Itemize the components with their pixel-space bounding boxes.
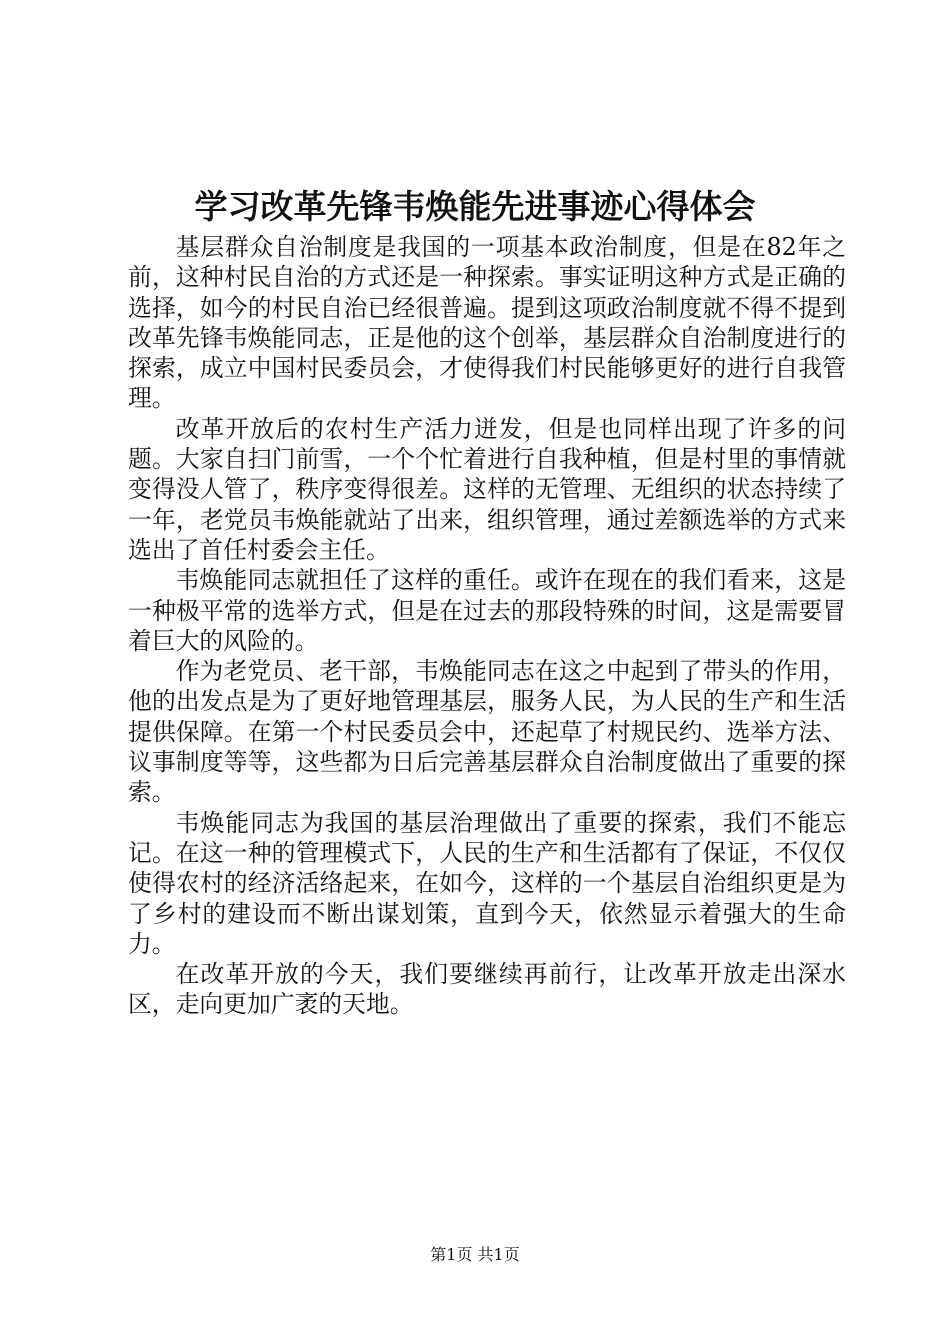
document-title: 学习改革先锋韦焕能先进事迹心得体会	[194, 187, 756, 226]
paragraph-3: 韦焕能同志就担任了这样的重任。或许在现在的我们看来，这是一种极平常的选举方式，但是在过去的那段特殊的时间，这是需要冒着巨大的风险的。	[128, 566, 846, 655]
paragraph-5: 韦焕能同志为我国的基层治理做出了重要的探索，我们不能忘记。在这一种的管理模式下，人民的生产和生活都有了保证，不仅仅使得农村的经济活络起来，在如今，这样的一个基层自治组织更是为了乡村的建设而不断出谋划策，直到今天，依然显示着强大的生命力。	[128, 808, 846, 958]
paragraph-1: 基层群众自治制度是我国的一项基本政治制度，但是在82年之前，这种村民自治的方式还是一种探索。事实证明这种方式是正确的选择，如今的村民自治已经很普遍。提到这项政治制度就不得不提到改革先锋韦焕能同志，正是他的这个创举，基层群众自治制度进行的探索，成立中国村民委员会，才使得我们村民能够更好的进行自我管理。	[128, 233, 846, 413]
paragraph-2: 改革开放后的农村生产活力迸发，但是也同样出现了许多的问题。大家自扫门前雪，一个个忙着进行自我种植，但是村里的事情就变得没人管了，秩序变得很差。这样的无管理、无组织的状态持续了一年，老党员韦焕能就站了出来，组织管理，通过差额选举的方式来选出了首任村委会主任。	[128, 414, 846, 564]
document-body	[128, 232, 846, 1020]
paragraph-4: 作为老党员、老干部，韦焕能同志在这之中起到了带头的作用，他的出发点是为了更好地管理基层，服务人民，为人民的生产和生活提供保障。在第一个村民委员会中，还起草了村规民约、选举方法、议事制度等等，这些都为日后完善基层群众自治制度做出了重要的探索。	[128, 657, 846, 807]
paragraph-6: 在改革开放的今天，我们要继续再前行，让改革开放走出深水区，走向更加广袤的天地。	[128, 960, 846, 1019]
page-footer: 第1页 共1页	[430, 1245, 520, 1264]
